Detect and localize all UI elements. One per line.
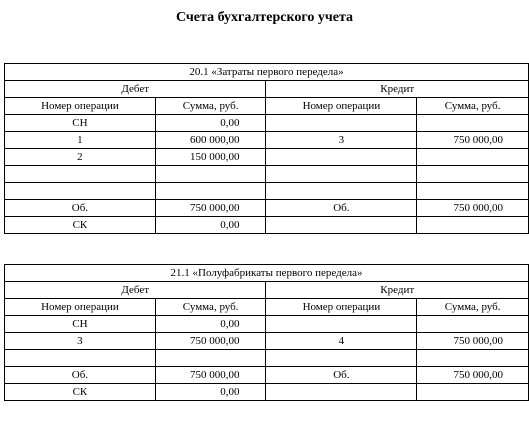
debit-op-cell: СК [5, 217, 156, 234]
debit-sum-cell: 750 000,00 [155, 333, 266, 350]
debit-op-cell: 2 [5, 149, 156, 166]
account-table-body [5, 64, 529, 234]
account-table-body [5, 265, 529, 401]
credit-sum-cell [417, 149, 529, 166]
debit-op-cell: 3 [5, 333, 156, 350]
debit-op-cell: Об. [5, 200, 156, 217]
credit-sum-cell [417, 217, 529, 234]
credit-op-cell: 4 [266, 333, 417, 350]
table-row [5, 333, 529, 350]
credit-op-cell [266, 384, 417, 401]
debit-op-header: Номер операции [5, 299, 156, 316]
credit-header: Кредит [266, 81, 529, 98]
debit-sum-cell [155, 183, 266, 200]
credit-op-cell [266, 183, 417, 200]
credit-sum-cell: 750 000,00 [417, 132, 529, 149]
debit-op-cell: СН [5, 316, 156, 333]
table-row [5, 183, 529, 200]
debit-sum-header: Сумма, руб. [155, 299, 266, 316]
debit-op-cell [5, 350, 156, 367]
debit-op-cell [5, 183, 156, 200]
credit-sum-cell [417, 384, 529, 401]
credit-sum-cell [417, 350, 529, 367]
table-row [5, 350, 529, 367]
column-header-row [5, 299, 529, 316]
credit-sum-cell: 750 000,00 [417, 200, 529, 217]
table-row [5, 384, 529, 401]
credit-op-cell: Об. [266, 200, 417, 217]
credit-op-cell [266, 115, 417, 132]
debit-sum-cell: 750 000,00 [155, 200, 266, 217]
credit-sum-cell: 750 000,00 [417, 367, 529, 384]
debit-sum-header: Сумма, руб. [155, 98, 266, 115]
side-header-row [5, 81, 529, 98]
page-title: Счета бухгалтерского учета [175, 10, 354, 25]
table-row [5, 132, 529, 149]
debit-sum-cell: 0,00 [155, 115, 266, 132]
account-title: 21.1 «Полуфабрикаты первого передела» [5, 265, 529, 282]
credit-sum-cell: 750 000,00 [417, 333, 529, 350]
credit-sum-cell [417, 115, 529, 132]
credit-sum-cell [417, 183, 529, 200]
debit-sum-cell: 0,00 [155, 384, 266, 401]
debit-op-cell: 1 [5, 132, 156, 149]
account-table-20-1 [4, 63, 529, 234]
debit-op-cell: СН [5, 115, 156, 132]
account-title: 20.1 «Затраты первого передела» [5, 64, 529, 81]
credit-header: Кредит [266, 282, 529, 299]
table-row [5, 367, 529, 384]
side-header-row [5, 282, 529, 299]
credit-op-cell: Об. [266, 367, 417, 384]
debit-sum-cell: 600 000,00 [155, 132, 266, 149]
credit-sum-cell [417, 316, 529, 333]
table-row [5, 316, 529, 333]
credit-op-cell [266, 350, 417, 367]
debit-sum-cell [155, 350, 266, 367]
credit-sum-cell [417, 166, 529, 183]
debit-header: Дебет [5, 81, 266, 98]
credit-op-header: Номер операции [266, 299, 417, 316]
debit-sum-cell: 750 000,00 [155, 367, 266, 384]
credit-op-header: Номер операции [266, 98, 417, 115]
debit-header: Дебет [5, 282, 266, 299]
debit-op-cell [5, 166, 156, 183]
table-row [5, 217, 529, 234]
debit-sum-cell: 150 000,00 [155, 149, 266, 166]
account-table-21-1 [4, 264, 529, 401]
table-row [5, 149, 529, 166]
debit-op-cell: СК [5, 384, 156, 401]
credit-op-cell [266, 166, 417, 183]
account-title-row [5, 64, 529, 81]
table-row [5, 115, 529, 132]
credit-op-cell: 3 [266, 132, 417, 149]
credit-sum-header: Сумма, руб. [417, 299, 529, 316]
debit-sum-cell: 0,00 [155, 217, 266, 234]
debit-sum-cell: 0,00 [155, 316, 266, 333]
account-title-row [5, 265, 529, 282]
column-header-row [5, 98, 529, 115]
table-row [5, 166, 529, 183]
credit-op-cell [266, 316, 417, 333]
debit-op-header: Номер операции [5, 98, 156, 115]
credit-sum-header: Сумма, руб. [417, 98, 529, 115]
credit-op-cell [266, 217, 417, 234]
debit-op-cell: Об. [5, 367, 156, 384]
debit-sum-cell [155, 166, 266, 183]
credit-op-cell [266, 149, 417, 166]
table-row [5, 200, 529, 217]
